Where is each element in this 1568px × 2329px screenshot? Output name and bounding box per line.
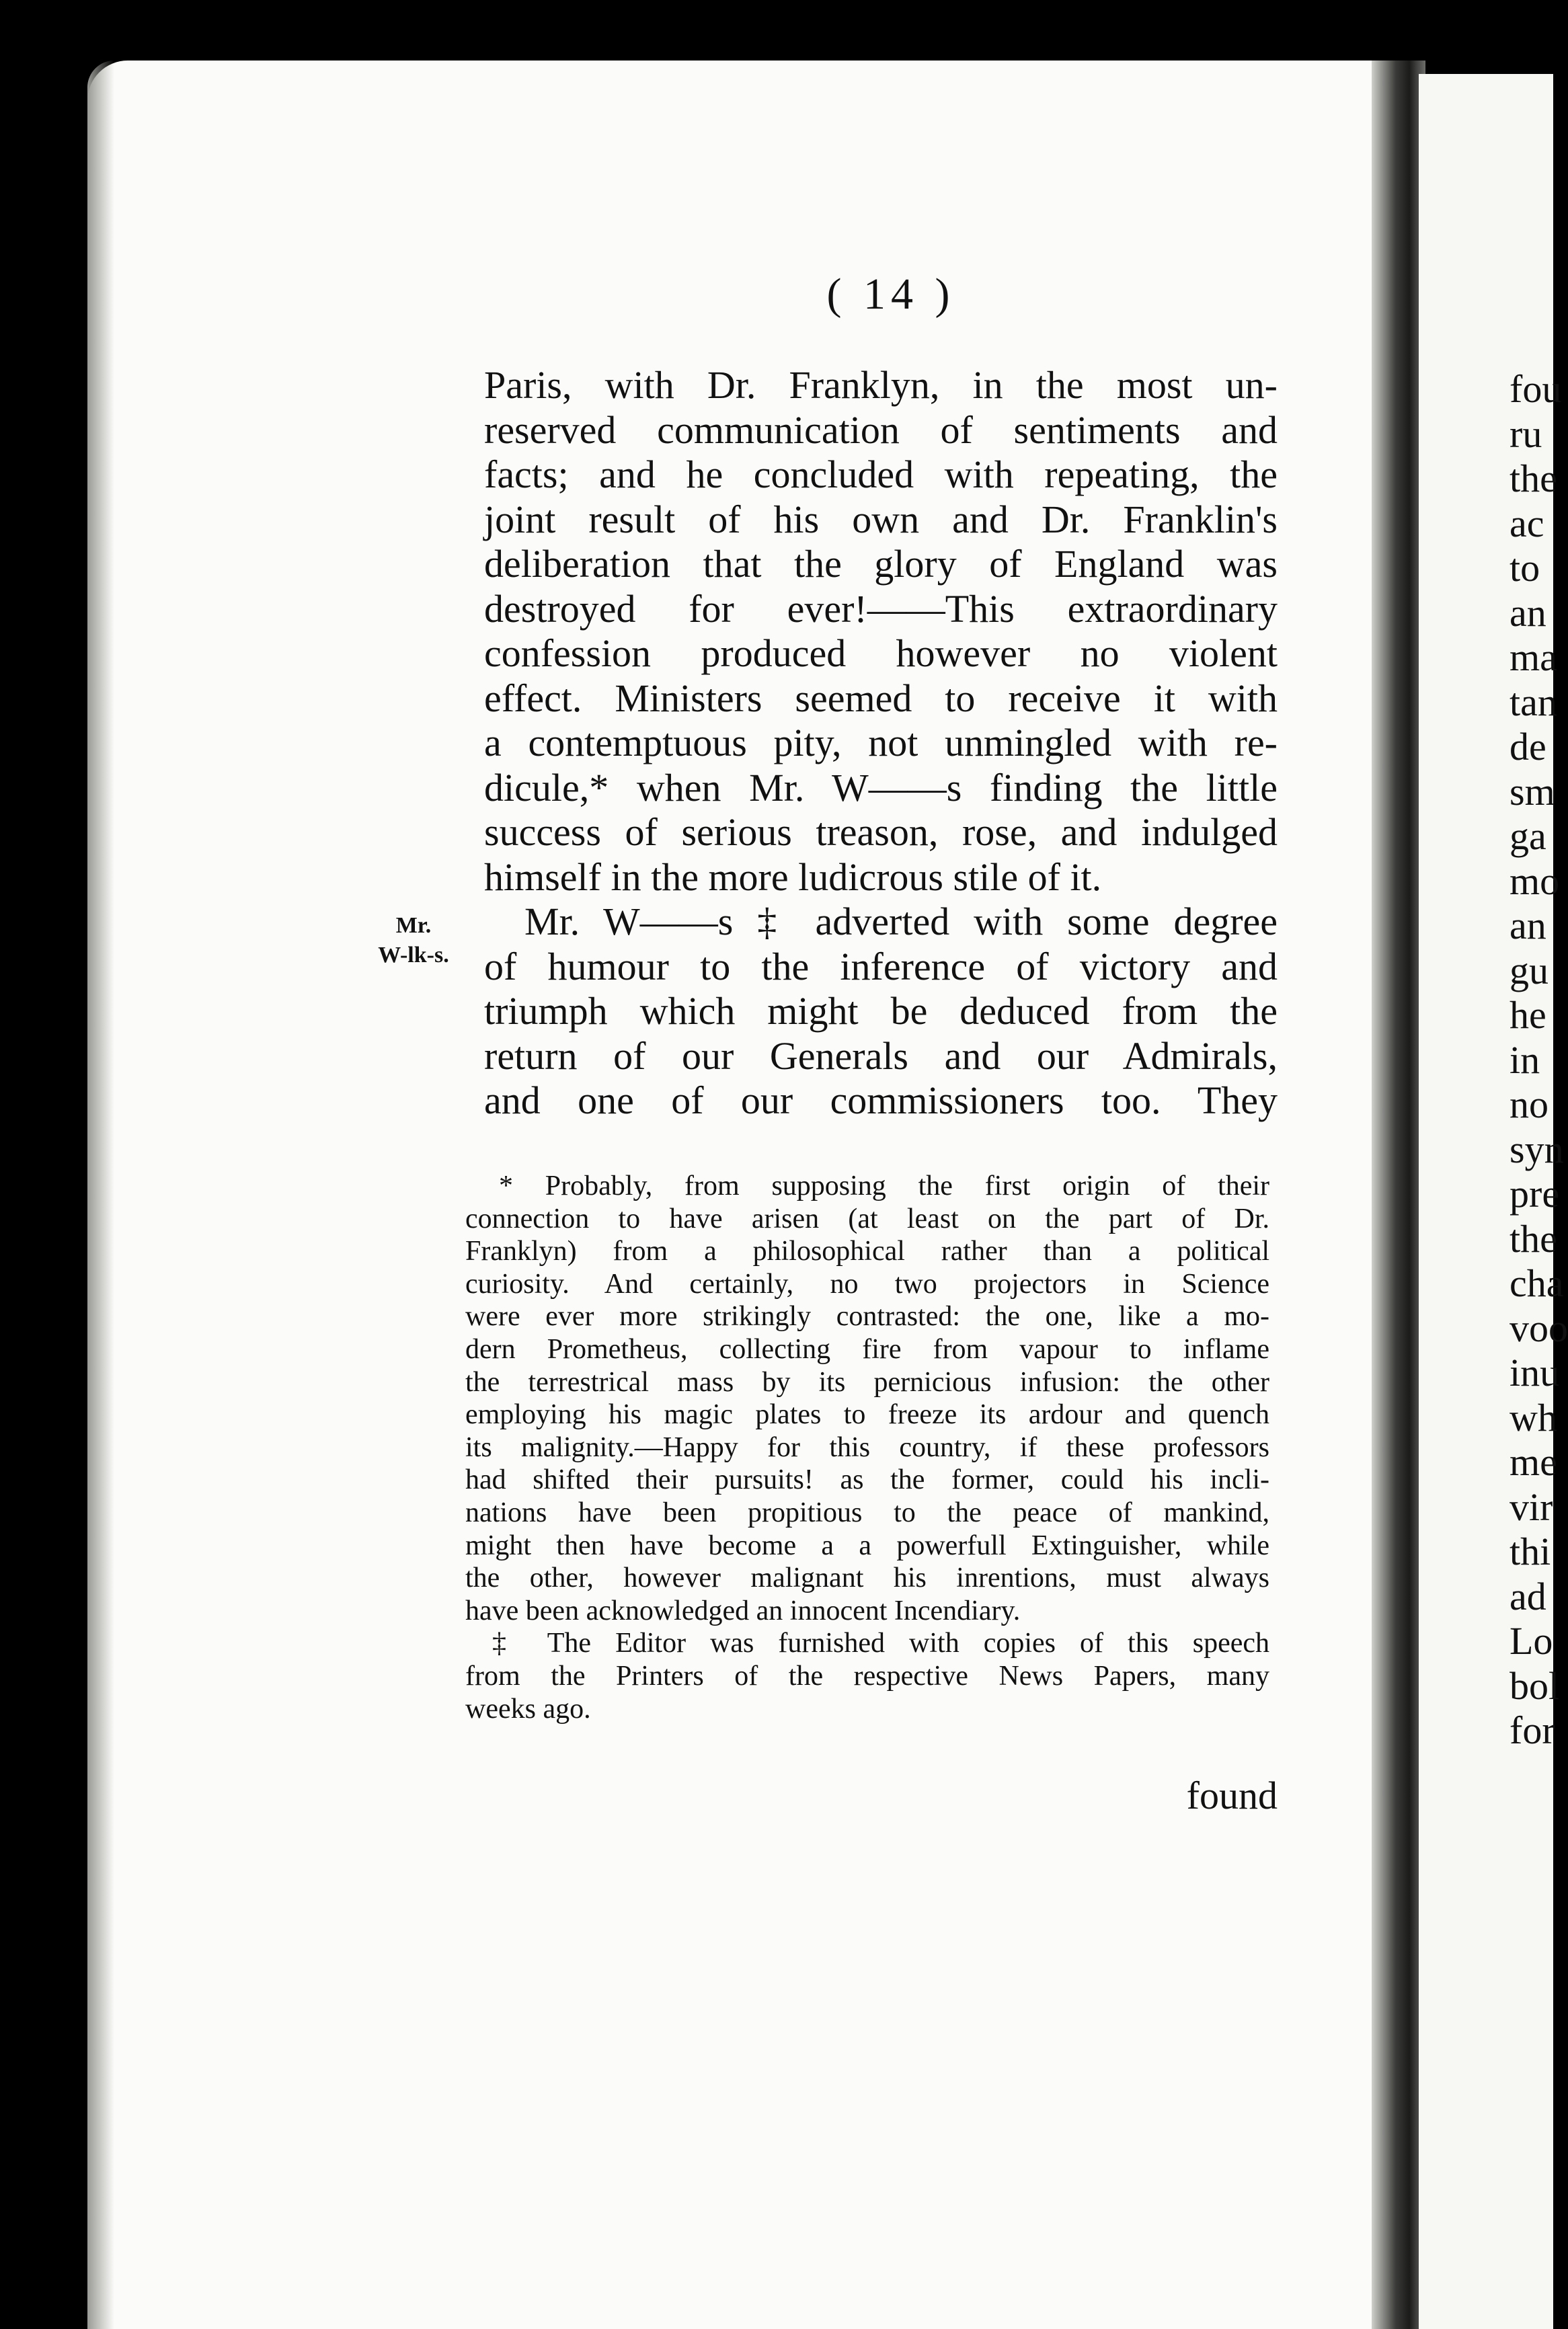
facing-page-fragment: bol <box>1510 1663 1560 1708</box>
body-line: Mr. W——s ‡ adverted with some degree <box>524 900 1278 943</box>
margin-note-line: W-lk-s. <box>378 943 449 968</box>
footnote-line: might then have become a a powerfull Extinguisher, while <box>465 1530 1269 1561</box>
footnote-line: were ever more strikingly contrasted: the one, like a mo- <box>465 1301 1269 1333</box>
facing-page-fragment: sm <box>1510 769 1555 814</box>
body-line: Paris, with Dr. Franklyn, in the most un- <box>484 363 1278 407</box>
footnote-line: the terrestrical mass by its pernicious infusion: the other <box>465 1366 1269 1398</box>
facing-page-fragment: he <box>1510 993 1546 1037</box>
facing-page-fragment: voo <box>1510 1306 1568 1350</box>
footnote-line: employing his magic plates to freeze its ardour and quench <box>465 1399 1269 1431</box>
body-line: a contemptuous pity, not unmingled with re- <box>484 721 1278 764</box>
footnotes <box>465 1170 1269 1725</box>
footnote-line: * Probably, from supposing the first origin of their <box>499 1171 1269 1201</box>
footnote-line: dern Prometheus, collecting fire from vapour to inflame <box>465 1333 1269 1365</box>
body-line: return of our Generals and our Admirals, <box>484 1033 1278 1078</box>
facing-page-fragment: ac <box>1510 501 1544 545</box>
footnote-line: from the Printers of the respective News Papers, many <box>465 1660 1269 1692</box>
facing-page-fragment: me <box>1510 1440 1557 1484</box>
facing-page-fragment: no <box>1510 1082 1549 1126</box>
facing-page-fragment: vir <box>1510 1485 1553 1529</box>
footnote-line: its malignity.—Happy for this country, if these professors <box>465 1431 1269 1463</box>
body-line: destroyed for ever!——This extraordinary <box>484 586 1278 631</box>
body-text <box>484 363 1278 1123</box>
facing-page-fragment: inu <box>1510 1351 1560 1394</box>
margin-note-line: Mr. <box>395 913 432 938</box>
body-line: effect. Ministers seemed to receive it with <box>484 676 1278 720</box>
facing-page <box>1419 74 1568 2329</box>
facing-page-fragment: the <box>1510 457 1557 500</box>
body-line: reserved communication of sentiments and <box>484 407 1278 452</box>
footnote-line: weeks ago. <box>465 1693 591 1725</box>
facing-page-fragment: gu <box>1510 948 1549 992</box>
facing-page-fragment: ru <box>1510 411 1542 456</box>
book-gutter <box>1372 61 1425 2329</box>
footnote-line: had shifted their pursuits! as the former, could his incli- <box>465 1464 1269 1496</box>
footnote-line: have been acknowledged an innocent Incendiary. <box>465 1595 1021 1626</box>
facing-page-fragment: wh <box>1510 1395 1557 1439</box>
facing-page-fragment: an <box>1510 590 1546 635</box>
facing-page-fragment: ad <box>1510 1574 1546 1618</box>
body-line: and one of our commissioners too. They <box>484 1078 1278 1122</box>
facing-page-fragment: Lo <box>1510 1619 1553 1663</box>
body-line: success of serious treason, rose, and indulged <box>484 810 1278 854</box>
body-line: himself in the more ludicrous stile of it. <box>484 855 1102 899</box>
facing-page-fragment: the <box>1510 1216 1557 1261</box>
facing-page-fragment: pre <box>1510 1172 1560 1216</box>
facing-page-fragment: thi <box>1510 1530 1551 1573</box>
page-number: ( 14 ) <box>826 270 955 319</box>
page-edge-shadow <box>87 61 114 2329</box>
body-line: of humour to the inference of victory and <box>484 944 1278 988</box>
footnote-line: nations have been propitious to the peace of mankind, <box>465 1497 1269 1528</box>
body-line: dicule,* when Mr. W——s finding the little <box>484 765 1278 810</box>
body-line: confession produced however no violent <box>484 631 1278 675</box>
catchword: found <box>1186 1774 1278 1817</box>
facing-page-fragment: an <box>1510 904 1546 947</box>
margin-note <box>377 911 450 970</box>
facing-page-fragment: cha <box>1510 1261 1564 1305</box>
facing-page-fragment: in <box>1510 1037 1540 1082</box>
facing-page-fragment: syn <box>1510 1127 1564 1171</box>
facing-page-fragment: mo <box>1510 859 1560 903</box>
footnote-line: the other, however malignant his inrentions, must always <box>465 1563 1269 1594</box>
facing-page-fragment: ga <box>1510 814 1546 858</box>
body-line: deliberation that the glory of England was <box>484 542 1278 586</box>
body-line: joint result of his own and Dr. Franklin's <box>484 497 1278 541</box>
facing-page-fragment: to <box>1510 546 1540 590</box>
footnote-line: Franklyn) from a philosophical rather than a political <box>465 1236 1269 1267</box>
facing-page-fragment: fou <box>1510 367 1562 411</box>
footnote-line: connection to have arisen (at least on the part of Dr. <box>465 1203 1269 1234</box>
facing-page-fragment: de <box>1510 725 1546 768</box>
footnote-line: curiosity. And certainly, no two projectors in Science <box>465 1268 1269 1300</box>
facing-page-fragment: ma <box>1510 635 1557 679</box>
footnote-line: ‡ The Editor was furnished with copies of this speech <box>492 1628 1269 1659</box>
body-line: triumph which might be deduced from the <box>484 989 1278 1033</box>
body-line: facts; and he concluded with repeating, the <box>484 452 1278 496</box>
facing-page-fragment: for <box>1510 1708 1555 1752</box>
facing-page-fragment: tan <box>1510 680 1557 724</box>
